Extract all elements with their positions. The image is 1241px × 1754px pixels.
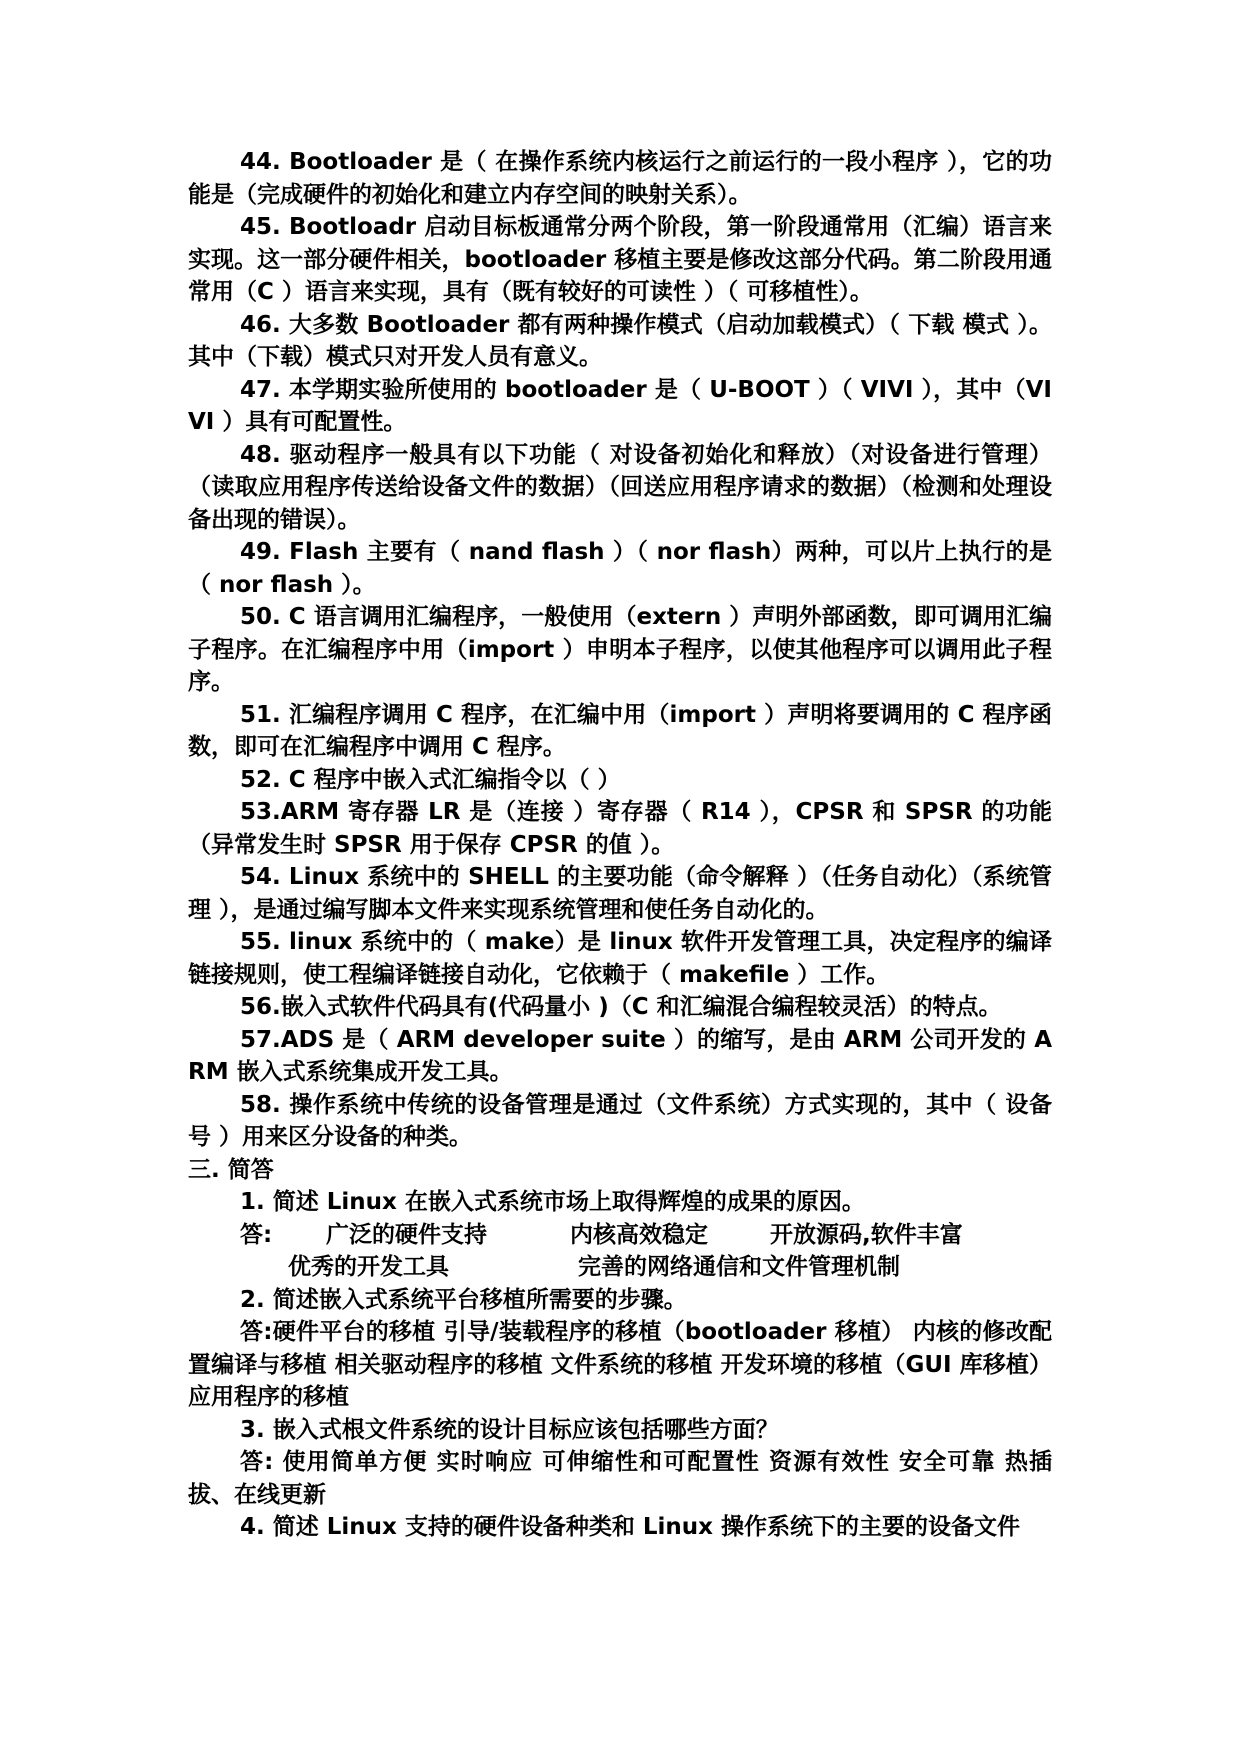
question-57: 57.ADS 是（ ARM developer suite ）的缩写，是由 ARM 公司开发的 ARM 嵌入式系统集成开发工具。 — [188, 1026, 1052, 1085]
question-54: 54. Linux 系统中的 SHELL 的主要功能（命令解释 ）（任务自动化）（系统管理 ），是通过编写脚本文件来实现系统管理和使任务自动化的。 — [188, 864, 1052, 923]
answer-1-item: 优秀的开发工具 — [288, 1254, 449, 1280]
answer-1-item: 内核高效稳定 — [570, 1221, 708, 1248]
question-56: 56.嵌入式软件代码具有(代码量小 )（C 和汇编混合编程较灵活）的特点。 — [240, 994, 1002, 1020]
answer-1-item: 开放源码,软件丰富 — [770, 1221, 963, 1248]
question-50: 50. C 语言调用汇编程序，一般使用（extern ）声明外部函数，即可调用汇编子程序。在汇编程序中用（import ）申明本子程序，以使其他程序可以调用此子程序。 — [188, 604, 1052, 695]
answer-1-item: 广泛的硬件支持 — [326, 1221, 487, 1248]
short-question-2: 2. 简述嵌入式系统平台移植所需要的步骤。 — [240, 1286, 687, 1313]
answer-1-label: 答: — [240, 1221, 273, 1248]
short-question-3: 3. 嵌入式根文件系统的设计目标应该包括哪些方面？ — [240, 1416, 779, 1443]
question-48: 48. 驱动程序一般具有以下功能（ 对设备初始化和释放）（对设备进行管理）（读取应用程序传送给设备文件的数据）（回送应用程序请求的数据）（检测和处理设备出现的错误）。 — [188, 441, 1052, 533]
answer-1-item: 完善的网络通信和文件管理机制 — [578, 1254, 900, 1280]
answer-3: 答: 使用简单方便 实时响应 可伸缩性和可配置性 资源有效性 安全可靠 热插拔、在线更新 — [188, 1449, 1052, 1508]
question-47: 47. 本学期实验所使用的 bootloader 是（ U-BOOT ）（ VIVI ），其中（VIVI ）具有可配置性。 — [188, 376, 1052, 435]
short-question-4: 4. 简述 Linux 支持的硬件设备种类和 Linux 操作系统下的主要的设备文件 — [240, 1514, 1021, 1540]
question-52: 52. C 程序中嵌入式汇编指令以（ ） — [240, 766, 621, 793]
question-44: 44. Bootloader 是（ 在操作系统内核运行之前运行的一段小程序 ），它的功能是（完成硬件的初始化和建立内存空间的映射关系）。 — [188, 149, 1052, 208]
short-question-1: 1. 简述 Linux 在嵌入式系统市场上取得辉煌的成果的原因。 — [240, 1189, 865, 1215]
question-58: 58. 操作系统中传统的设备管理是通过（文件系统）方式实现的，其中（ 设备号 ）用来区分设备的种类。 — [188, 1091, 1052, 1150]
answer-2: 答:硬件平台的移植 引导/装载程序的移植（bootloader 移植） 内核的修改配置编译与移植 相关驱动程序的移植 文件系统的移植 开发环境的移植（GUI 库移植） 应用程序的移植 — [188, 1319, 1052, 1410]
document-body — [188, 146, 1052, 1544]
question-45: 45. Bootloadr 启动目标板通常分两个阶段，第一阶段通常用（汇编）语言来实现。这一部分硬件相关，bootloader 移植主要是修改这部分代码。第二阶段用通常用（C ）语言来实现，具有（既有较好的可读性 ）（ 可移植性）。 — [188, 214, 1052, 305]
answer-1-row-1 — [188, 1219, 1052, 1252]
answer-1-row-2 — [188, 1251, 1052, 1284]
question-49: 49. Flash 主要有（ nand flash ）（ nor flash）两种，可以片上执行的是（ nor flash ）。 — [188, 539, 1052, 598]
section-heading: 三. 简答 — [188, 1156, 274, 1183]
question-51: 51. 汇编程序调用 C 程序，在汇编中用（import ）声明将要调用的 C 程序函数，即可在汇编程序中调用 C 程序。 — [188, 701, 1052, 760]
question-55: 55. linux 系统中的（ make）是 linux 软件开发管理工具，决定程序的编译链接规则，使工程编译链接自动化，它依赖于（ makefile ）工作。 — [188, 929, 1052, 988]
question-53: 53.ARM 寄存器 LR 是（连接 ）寄存器（ R14 ），CPSR 和 SPSR 的功能（异常发生时 SPSR 用于保存 CPSR 的值 ）。 — [188, 799, 1052, 858]
question-46: 46. 大多数 Bootloader 都有两种操作模式（启动加载模式）（ 下载 模式 ）。其中（下载）模式只对开发人员有意义。 — [188, 311, 1052, 370]
